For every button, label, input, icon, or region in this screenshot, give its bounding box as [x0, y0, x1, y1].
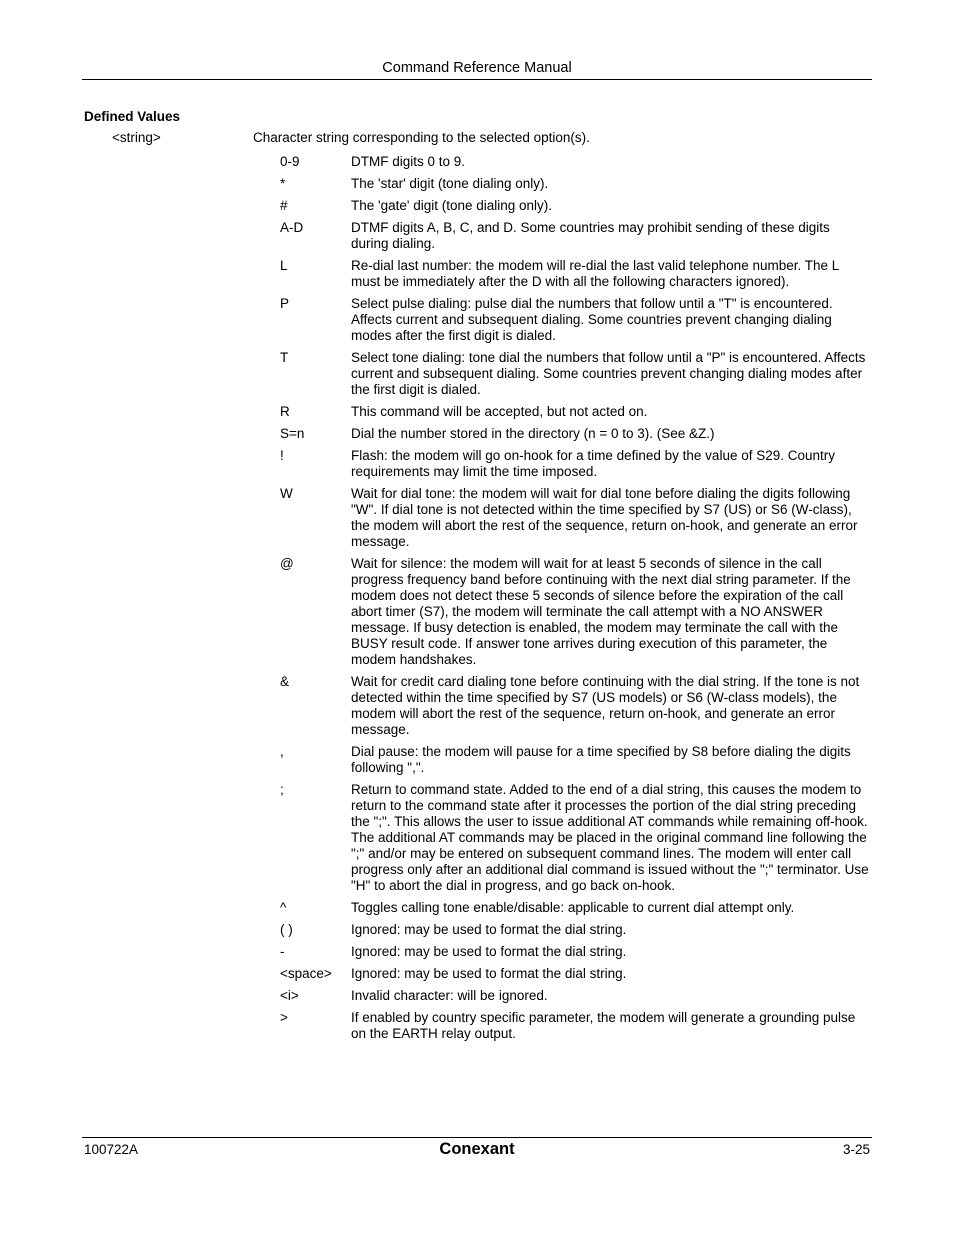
option-description: Wait for dial tone: the modem will wait for dial tone before dialing the digits following "W". If dial tone is not detected within the time specified by S7 (US) or S6 (W-class), the modem will abort the rest of the sequence, return on-hook, and generate an error message. [351, 486, 858, 549]
option-key: <space> [280, 966, 332, 981]
option-description: DTMF digits A, B, C, and D. Some countries may prohibit sending of these digits during dialing. [351, 220, 830, 251]
list-item [280, 486, 870, 550]
option-key: > [280, 1010, 288, 1025]
option-key: P [280, 296, 290, 311]
list-item [280, 900, 870, 916]
list-item [280, 258, 870, 290]
option-key: ( ) [280, 922, 293, 937]
option-description: The 'gate' digit (tone dialing only). [351, 198, 553, 213]
option-key: A-D [280, 220, 304, 235]
option-description: Flash: the modem will go on-hook for a time defined by the value of S29. Country requirements may limit the time imposed. [351, 448, 836, 479]
list-item [280, 404, 870, 420]
option-description: DTMF digits 0 to 9. [351, 154, 466, 169]
list-item [280, 296, 870, 344]
company-name: Conexant [439, 1140, 515, 1158]
list-item [280, 176, 870, 192]
list-item [280, 988, 870, 1004]
option-key: 0-9 [280, 154, 300, 169]
list-item [280, 350, 870, 398]
option-key: * [280, 176, 286, 191]
option-key: @ [280, 556, 294, 571]
option-description: This command will be accepted, but not acted on. [351, 404, 648, 419]
option-description: Dial the number stored in the directory (n = 0 to 3). (See &Z.) [351, 426, 715, 441]
option-key: W [280, 486, 293, 501]
list-item [280, 426, 870, 442]
footer-divider [82, 1137, 872, 1138]
list-item [280, 1010, 870, 1042]
section-heading: Defined Values [84, 109, 181, 124]
header-divider [82, 79, 872, 80]
option-description: Re-dial last number: the modem will re-dial the last valid telephone number. The L must be immediately after the D with all the following characters ignored). [351, 258, 839, 289]
dial-modifier-list [280, 154, 870, 1048]
list-item [280, 154, 870, 170]
option-description: Return to command state. Added to the end of a dial string, this causes the modem to return to the command state after it processes the portion of the dial string preceding the ";". This allows the user to issue additional AT commands while remaining off-hook. The additional AT commands may be placed in the original command line following the ";" and/or may be entered on subsequent command lines. The modem will enter call progress only after an additional dial command is issued without the ";" terminator. Use "H" to abort the dial in progress, and go back on-hook. [351, 782, 869, 893]
option-key: S=n [280, 426, 305, 441]
option-description: Ignored: may be used to format the dial string. [351, 944, 627, 959]
option-key: ; [280, 782, 284, 797]
option-description: Wait for credit card dialing tone before continuing with the dial string. If the tone is not detected within the time specified by S7 (US models) or S6 (W-class models), the modem will abort the rest of the sequence, return on-hook, and generate an error message. [351, 674, 860, 737]
option-key: <i> [280, 988, 299, 1003]
option-description: Wait for silence: the modem will wait for at least 5 seconds of silence in the call progress frequency band before continuing with the next dial string parameter. If the modem does not detect these 5 seconds of silence before the expiration of the call abort timer (S7), the modem will terminate the call attempt with a NO ANSWER message. If busy detection is enabled, the modem may terminate the call with the BUSY result code. If answer tone arrives during execution of this parameter, the modem handshakes. [351, 556, 851, 667]
option-description: If enabled by country specific parameter, the modem will generate a grounding pulse on the EARTH relay output. [351, 1010, 856, 1041]
option-description: Invalid character: will be ignored. [351, 988, 548, 1003]
option-description: Toggles calling tone enable/disable: applicable to current dial attempt only. [351, 900, 795, 915]
parameter-name: <string> [112, 130, 161, 145]
option-key: T [280, 350, 289, 365]
option-description: Ignored: may be used to format the dial string. [351, 966, 627, 981]
list-item [280, 448, 870, 480]
option-key: & [280, 674, 290, 689]
document-number: 100722A [84, 1142, 139, 1157]
list-item [280, 744, 870, 776]
option-description: Select tone dialing: tone dial the numbers that follow until a "P" is encountered. Affects current and subsequent dialing. Some countries prevent changing dialing modes after the first digit is dialed. [351, 350, 866, 397]
list-item [280, 556, 870, 668]
option-description: Dial pause: the modem will pause for a time specified by S8 before dialing the digits following ",". [351, 744, 851, 775]
option-key: # [280, 198, 288, 213]
list-item [280, 922, 870, 938]
option-key: L [280, 258, 288, 273]
option-key: - [280, 944, 285, 959]
option-key: ^ [280, 900, 287, 915]
list-item [280, 782, 870, 894]
option-description: The 'star' digit (tone dialing only). [351, 176, 549, 191]
list-item [280, 198, 870, 214]
option-key: ! [280, 448, 284, 463]
page-number: 3-25 [842, 1142, 870, 1157]
list-item [280, 966, 870, 982]
option-description: Select pulse dialing: pulse dial the numbers that follow until a "T" is encountered. Affects current and subsequent dialing. Some countries prevent changing dialing modes after the first digit is dialed. [351, 296, 833, 343]
list-item [280, 944, 870, 960]
parameter-description: Character string corresponding to the selected option(s). [253, 130, 590, 145]
list-item [280, 220, 870, 252]
option-key: R [280, 404, 290, 419]
option-key: , [280, 744, 284, 759]
option-description: Ignored: may be used to format the dial string. [351, 922, 627, 937]
list-item [280, 674, 870, 738]
page-header-title: Command Reference Manual [382, 60, 572, 76]
